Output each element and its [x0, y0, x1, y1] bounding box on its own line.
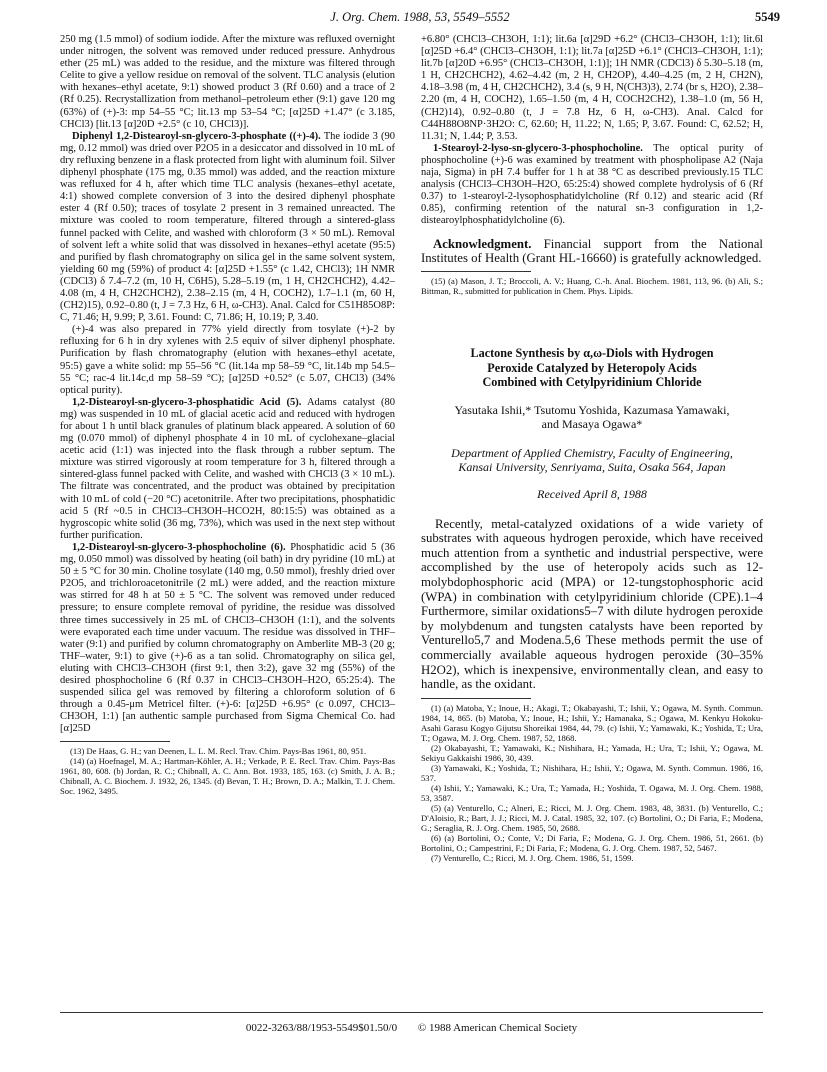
- authors-line: Yasutaka Ishii,* Tsutomu Yoshida, Kazumasa Yamawaki,: [454, 402, 730, 417]
- footnote-5: (5) (a) Venturello, C.; Alneri, E.; Ricci, M. J. Org. Chem. 1983, 48, 3831. (b) Venturello, C.; D'Aloisio, R.; Bart, J. J.; Ricci, M. J. Catal. 1985, 32, 107. (c) Bortolini, O.; Di Faria, F.; Modena, G.; Seraglia, R. J. Org. Chem. 1985, 50, 2688.: [421, 802, 763, 833]
- paragraph-lyso-phosphocholine: [421, 143, 763, 228]
- section-body-diphenyl-phosphate: The iodide 3 (90 mg, 0.12 mmol) was dried over P2O5 in a desiccator and dissolved in 10 mL of dry refluxing benzene in a flask protected from light with aluminum foil. Silver diphenyl phosphate (175 mg, 0.35 mmol) was added, and the reaction mixture was refluxed for 4 h, after which time TLC analysis (hexanes–ethyl acetate, 4:1) showed complete conversion of 3 into the desired diphenyl phosphate ester 4 (Rf 0.50); traces of tosylate 2 present in 3 remained unreacted. The mixture was cooled to room temperature, filtered through a sintered-glass funnel packed with Celite, and washed with chloroform (3 × 50 mL). Removal of solvent left a white solid that was dissolved in hexanes–ethyl acetate (95:5) and purified by flash chromatography on silica gel in the same solvent system, yielding 60 mg (59%) of product 4: [α]25D +1.55° (c 1.42, CHCl3); 1H NMR (CDCl3) δ 7.4–7.2 (m, 10 H, C6H5), 5.28–5.19 (m, 1 H, CH2CHCH2), 4.42–4.08 (m, 4 H, CH2CHCH2), 2.38–2.15 (m, 4 H, COCH2), 1.7–1.1 (m, 60 H, (CH2)15), 0.92–0.80 (t, J = 7.3 Hz, 6 H, ω-CH3). Anal. Calcd for C51H85O8P: C, 71.46; H, 9.99; P, 3.61. Found: C, 71.86; H, 10.19; P, 3.40.: [60, 130, 395, 324]
- footnote-divider: [421, 271, 531, 272]
- left-column: [60, 34, 395, 796]
- acknowledgment: [421, 237, 763, 266]
- paragraph-phosphatidic-acid: [60, 397, 395, 542]
- footnote-7: (7) Venturello, C.; Ricci, M. J. Org. Chem. 1986, 51, 1599.: [431, 852, 634, 863]
- footnote-2: (2) Okabayashi, T.; Yamawaki, K.; Nishihara, H.; Yamada, H.; Ura, T.; Ishii, Y.; Ogawa, M. Sekiyu Gakkaishi 1986, 30, 439.: [421, 742, 763, 763]
- footnote-3: (3) Yamawaki, K.; Yoshida, T.; Nishihara, H.; Ishii, Y.; Ogawa, M. Synth. Commun. 1986, 16, 537.: [421, 762, 763, 783]
- footnote-divider: [421, 698, 531, 699]
- section-heading-phosphocholine: 1,2-Distearoyl-sn-glycero-3-phosphocholine (6).: [72, 541, 286, 553]
- running-header-journal: J. Org. Chem. 1988, 53, 5549–5552: [330, 10, 510, 24]
- acknowledgment-heading: Acknowledgment.: [433, 236, 532, 251]
- section-heading-diphenyl-phosphate: Diphenyl 1,2-Distearoyl-sn-glycero-3-phosphate ((+)-4).: [72, 130, 321, 142]
- section-heading-phosphatidic-acid: 1,2-Distearoyl-sn-glycero-3-phosphatidic Acid (5).: [72, 396, 302, 408]
- paragraph-diphenyl-phosphate: [60, 131, 395, 325]
- article-authors: [421, 403, 763, 432]
- section-body-phosphatidic-acid: Adams catalyst (80 mg) was suspended in 10 mL of glacial acetic acid and reduced with hydrogen for about 1 h until black granules of platinum black appeared. A solution of 60 mg (0.070 mmol) of diphenyl phosphate 4 in 10 mL of cyclohexane–glacial acetic acid (1:1) was injected into the flask through a rubber septum. The mixture was stirred vigorously at room temperature for 3 h, filtered through a sintered-glass funnel packed with Celite, and washed with CHCl3 (3 × 10 mL). The filtrate was concentrated, and the product was obtained by precipitation with 10 mL of cold (−20 °C) acetonitrile. After two precipitations, phosphatidic acid 5 (Rf ~0.5 in CHCl3–CH3OH–HCO2H, 80:15:5) was obtained as a hygroscopic white solid (36 mg, 73%), which was used in the next step without further purification.: [60, 396, 395, 541]
- section-body-phosphocholine: Phosphatidic acid 5 (36 mg, 0.050 mmol) was dissolved by heating (oil bath) in dry pyridine (10 mL) at 50 ± 5 °C for 30 min. Choline tosylate (140 mg, 0.50 mmol), freshly dried over P2O5, and trichloroacetonitrile (2 mL) were added, and the reaction mixture was stirred for 48 h at 50 ± 5 °C. The solvent was removed under reduced pressure; to ensure complete removal of pyridine, the residue was dissolved three times successively in 25 mL of CHCl3–CH3OH (1:1), and the solvents were evaporated each time under vacuum. The residue was dissolved in THF–water (9:1) and purified by column chromatography on Amberlite MB-3 (20 g; THF–water, 9:1) to give (+)-6 as a tan solid. Chromatography on silica gel, eluting with CHCl3–CH3OH (first 9:1, then 3:2), gave 32 mg (55%) of the desired phosphocholine 6 (Rf 0.37 in CHCl3–CH3OH–H2O, 65:25:4). The suspended silica gel was removed by filtering a chloroform solution of 6 through a 0.45-μm Metricel filter. (+)-6: [α]25D +6.95° (c 0.097, CHCl3–CH3OH, 1:1) [an authentic sample purchased from Sigma Chemical Co. had [α]25D: [60, 541, 395, 735]
- affiliation-line: Kansai University, Senriyama, Suita, Osaka 564, Japan: [458, 460, 726, 475]
- article-title: [421, 346, 763, 390]
- article-affiliation: [421, 446, 763, 475]
- article-title-line: Combined with Cetylpyridinium Chloride: [482, 375, 702, 390]
- footnotes-left: [60, 746, 395, 796]
- section-body-lyso-phosphocholine: The optical purity of phosphocholine (+)-6 was examined by treatment with phospholipase A2 (Naja naja, Sigma) in pH 7.4 buffer for 1 h at 38 °C as described previously.15 TLC analysis (CHCl3–CH3OH–H2O, 65:25:4) showed complete hydrolysis of 6 (Rf 0.37) to 1-stearoyl-2-lysophosphatidylcholine (Rf 0.12) and stearic acid (Rf 0.85), confirming retention of the natural sn-3 configuration in 1,2-distearoylphosphatidylcholine (6).: [421, 142, 763, 227]
- footnote-4: (4) Ishii, Y.; Yamawaki, K.; Ura, T.; Yamada, H.; Yoshida, T. Ogawa, M. J. Org. Chem. 1988, 53, 3587.: [421, 782, 763, 803]
- footnote-14: (14) (a) Hoefnagel, M. A.; Hartman-Köhler, A. H.; Verkade, P. E. Recl. Trav. Chim. Pays-Bas 1961, 80, 608. (b) Jordan, R. C.; Chibnall, A. C. Ann. Bot. 1933, 185, 163. (c) Smith, J. A. B.; Chibnall, A. C. Biochem. J. 1932, 26, 1345. (d) Bevan, T. H.; Brown, D. A.; Malkin, T. J. Chem. Soc. 1962, 3495.: [60, 756, 395, 797]
- article-body: Recently, metal-catalyzed oxidations of a wide variety of substrates with aqueous hydrogen peroxide, which have received much attention from a synthetic and industrial perspective, were accomplished by the use of heteropoly acids such as 12-molybdophosphoric acid (MPA) or 12-tungstophosphoric acid (WPA) in combination with cetylpyridinium chloride (CPE).1–4 Furthermore, similar oxidations5–7 with dilute hydrogen peroxide by molybdenum and tungsten catalysts have been reported by Venturello5,7 and Modena.5,6 These methods permit the use of commercially available aqueous hydrogen peroxide (30–35% H2O2), which is inexpensive, environmentally clean, and easy to handle, as the oxidant.: [421, 516, 763, 692]
- section-heading-lyso-phosphocholine: 1-Stearoyl-2-lyso-sn-glycero-3-phosphocholine.: [433, 142, 643, 154]
- footnote-13: (13) De Haas, G. H.; van Deenen, L. L. M. Recl. Trav. Chim. Pays-Bas 1961, 80, 951.: [70, 746, 367, 757]
- paragraph-tosylate-route: (+)-4 was also prepared in 77% yield directly from tosylate (+)-2 by refluxing for 6 h in dry xylenes with 2.5 equiv of silver diphenyl phosphate. Purification by flash chromatography (elution with hexanes–ethyl acetate, 95:5) gave a white solid: mp 55–56 °C (lit.14a mp 58–59 °C, lit.14b mp 54.5–55 °C; rac-4 lit.14c,d mp 58–59 °C); [α]25D +0.52° (c 5.07, CHCl3) (34% optical purity).: [60, 324, 395, 396]
- page-number: 5549: [755, 10, 780, 24]
- footnotes-right-top: [421, 276, 763, 296]
- acknowledgment-body: Financial support from the National Institutes of Health (Grant HL-16660) is gratefully acknowledged.: [421, 236, 763, 265]
- footnotes-right: [421, 703, 763, 863]
- paragraph-phosphocholine-continued: +6.80° (CHCl3–CH3OH, 1:1); lit.6a [α]29D +6.2° (CHCl3–CH3OH, 1:1); lit.6l [α]25D +6.4° (CHCl3–CH3OH, 1:1); lit.7a [α]25D +6.1° (CHCl3–CH3OH, 1:1); lit.7b [α]20D +6.95° (CHCl3–CH3OH, 1:1)]; 1H NMR (CDCl3) δ 5.30–5.18 (m, 1 H, CH2CHCH2), 4.62–4.42 (m, 2 H, CH2OP), 4.40–4.25 (m, 2 H, CH2N), 4.18–3.98 (m, 4 H, CH2CHCH2), 3.4 (s, 9 H, N(CH3)3), 2.74 (br s, H2O), 2.38–2.20 (m, 4 H, COCH2), 1.65–1.50 (m, 4 H, COCH2CH2), 1.38–1.0 (m, 56 H, (CH2)14), 0.92–0.80 (t, J = 7.8 Hz, 6 H, ω-CH3). Anal. Calcd for C44H88O8NP·3H2O: C, 62.60; H, 11.22; N, 1.65; P, 3.67. Found: C, 62.52; H, 11.31; N, 1.44; P, 3.53.: [421, 34, 763, 142]
- article-title-line: Lactone Synthesis by α,ω-Diols with Hydrogen: [470, 346, 714, 361]
- footnote-6: (6) (a) Bortolini, O.; Conte, V.; Di Faria, F.; Modena, G. J. Org. Chem. 1986, 51, 2661. (b) Bortolini, O.; Campestrini, F.; Di Faria, F.; Modena, G. J. Org. Chem. 1987, 52, 5467.: [421, 832, 763, 853]
- footnote-1: (1) (a) Matoba, Y.; Inoue, H.; Akagi, T.; Okabayashi, T.; Ishii, Y.; Ogawa, M. Synth. Commun. 1984, 14, 865. (b) Matoba, Y.; Inoue, H.; Ishii, Y.; Hamanaka, S.; Ogawa, M. Kenkyu Hokoku-Asahi Garasu Kogyo Gijutsu Shoreikai 1984, 44, 79. (c) Ishii, Y.; Yamawaki, K.; Yoshida, T.; Ura, T.; Ogawa, M. J. Org. Chem. 1987, 52, 1868.: [421, 702, 763, 743]
- right-column: [421, 34, 763, 863]
- page-footer: [60, 1022, 763, 1034]
- authors-line: and Masaya Ogawa*: [541, 417, 643, 432]
- footer-copyright: © 1988 American Chemical Society: [417, 1022, 578, 1034]
- affiliation-line: Department of Applied Chemistry, Faculty of Engineering,: [451, 445, 733, 460]
- footer-code: 0022-3263/88/1953-5549$01.50/0: [245, 1022, 398, 1034]
- paragraph-iodide-prep: 250 mg (1.5 mmol) of sodium iodide. After the mixture was refluxed overnight under nitrogen, the solvent was removed under reduced pressure. Anhydrous ether (25 mL) was added to the residue, and the mixture was filtered through Celite to give a yellow residue on removal of the solvent. TLC analysis (elution with hexanes–ethyl acetate, 9:1) showed product 3 (Rf 0.60) and a trace of 2 (Rf 0.25). Recrystallization from methanol–petroleum ether (9:1) gave 120 mg (63%) of (+)-3: mp 54–55 °C; lit.13 mp 53–54 °C; [α]25D +1.47° (c 3.185, CHCl3) [lit.13 [α]20D +2.5° (c 10, CHCl3)].: [60, 34, 395, 130]
- footnote-15: (15) (a) Mason, J. T.; Broccoli, A. V.; Huang, C.-h. Anal. Biochem. 1981, 113, 96. (b) Ali, S.; Bittman, R., submitted for publication in Chem. Phys. Lipids.: [421, 276, 763, 297]
- received-date: Received April 8, 1988: [537, 486, 647, 501]
- footer-divider: [60, 1012, 763, 1013]
- article-title-line: Peroxide Catalyzed by Heteropoly Acids: [487, 360, 697, 375]
- paragraph-phosphocholine: [60, 542, 395, 736]
- footnote-divider: [60, 741, 170, 742]
